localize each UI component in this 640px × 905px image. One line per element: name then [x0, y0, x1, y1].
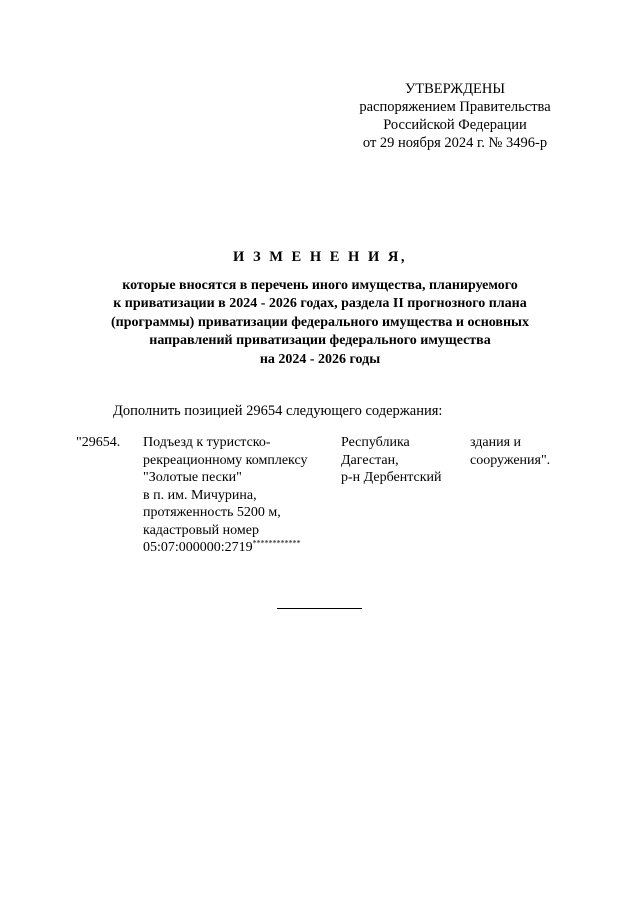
property-type	[470, 434, 570, 469]
cadastral-number: 05:07:000000:2719	[143, 540, 253, 555]
region-line-1: Республика	[341, 435, 410, 450]
name-line-7	[143, 539, 333, 557]
type-line-2: сооружения".	[470, 452, 551, 468]
approval-line-3: Российской Федерации	[383, 117, 527, 133]
subtitle-line-5: на 2024 - 2026 годы	[259, 351, 381, 367]
approval-block	[330, 80, 580, 152]
approval-line-1: УТВЕРЖДЕНЫ	[404, 81, 506, 97]
region-line-3: р-н Дербентский	[341, 470, 442, 485]
subtitle-line-4: направлений приватизации федерального имущества	[149, 333, 491, 348]
footnote-mark: ************	[252, 538, 301, 548]
name-line-5: протяженность 5200 м,	[143, 505, 281, 520]
name-line-2: рекреационному комплексу	[143, 452, 308, 468]
region-line-2: Дагестан,	[341, 452, 399, 468]
property-region	[341, 434, 461, 487]
name-line-4: в п. им. Мичурина,	[143, 487, 257, 503]
type-line-1: здания и	[470, 435, 522, 450]
closing-divider	[277, 608, 362, 609]
document-heading	[70, 248, 570, 369]
name-line-1: Подъезд к туристско-	[143, 435, 271, 450]
approval-line-2: распоряжением Правительства	[359, 99, 551, 115]
subtitle-line-1: которые вносятся в перечень иного имущества, планируемого	[122, 277, 518, 293]
subtitle-line-2: к приватизации в 2024 - 2026 годах, раздела II прогнозного плана	[113, 296, 527, 311]
name-line-6: кадастровый номер	[143, 522, 259, 538]
document-title: И З М Е Н Е Н И Я,	[233, 249, 407, 265]
subtitle-line-3: (программы) приватизации федерального имущества и основных	[111, 314, 529, 330]
position-number: "29654.	[76, 435, 121, 450]
approval-line-4: от 29 ноября 2024 г. № 3496-р	[362, 135, 548, 151]
name-line-3: "Золотые пески"	[143, 470, 242, 485]
property-name	[143, 434, 333, 557]
intro-paragraph: Дополнить позицией 29654 следующего содержания:	[113, 403, 443, 419]
